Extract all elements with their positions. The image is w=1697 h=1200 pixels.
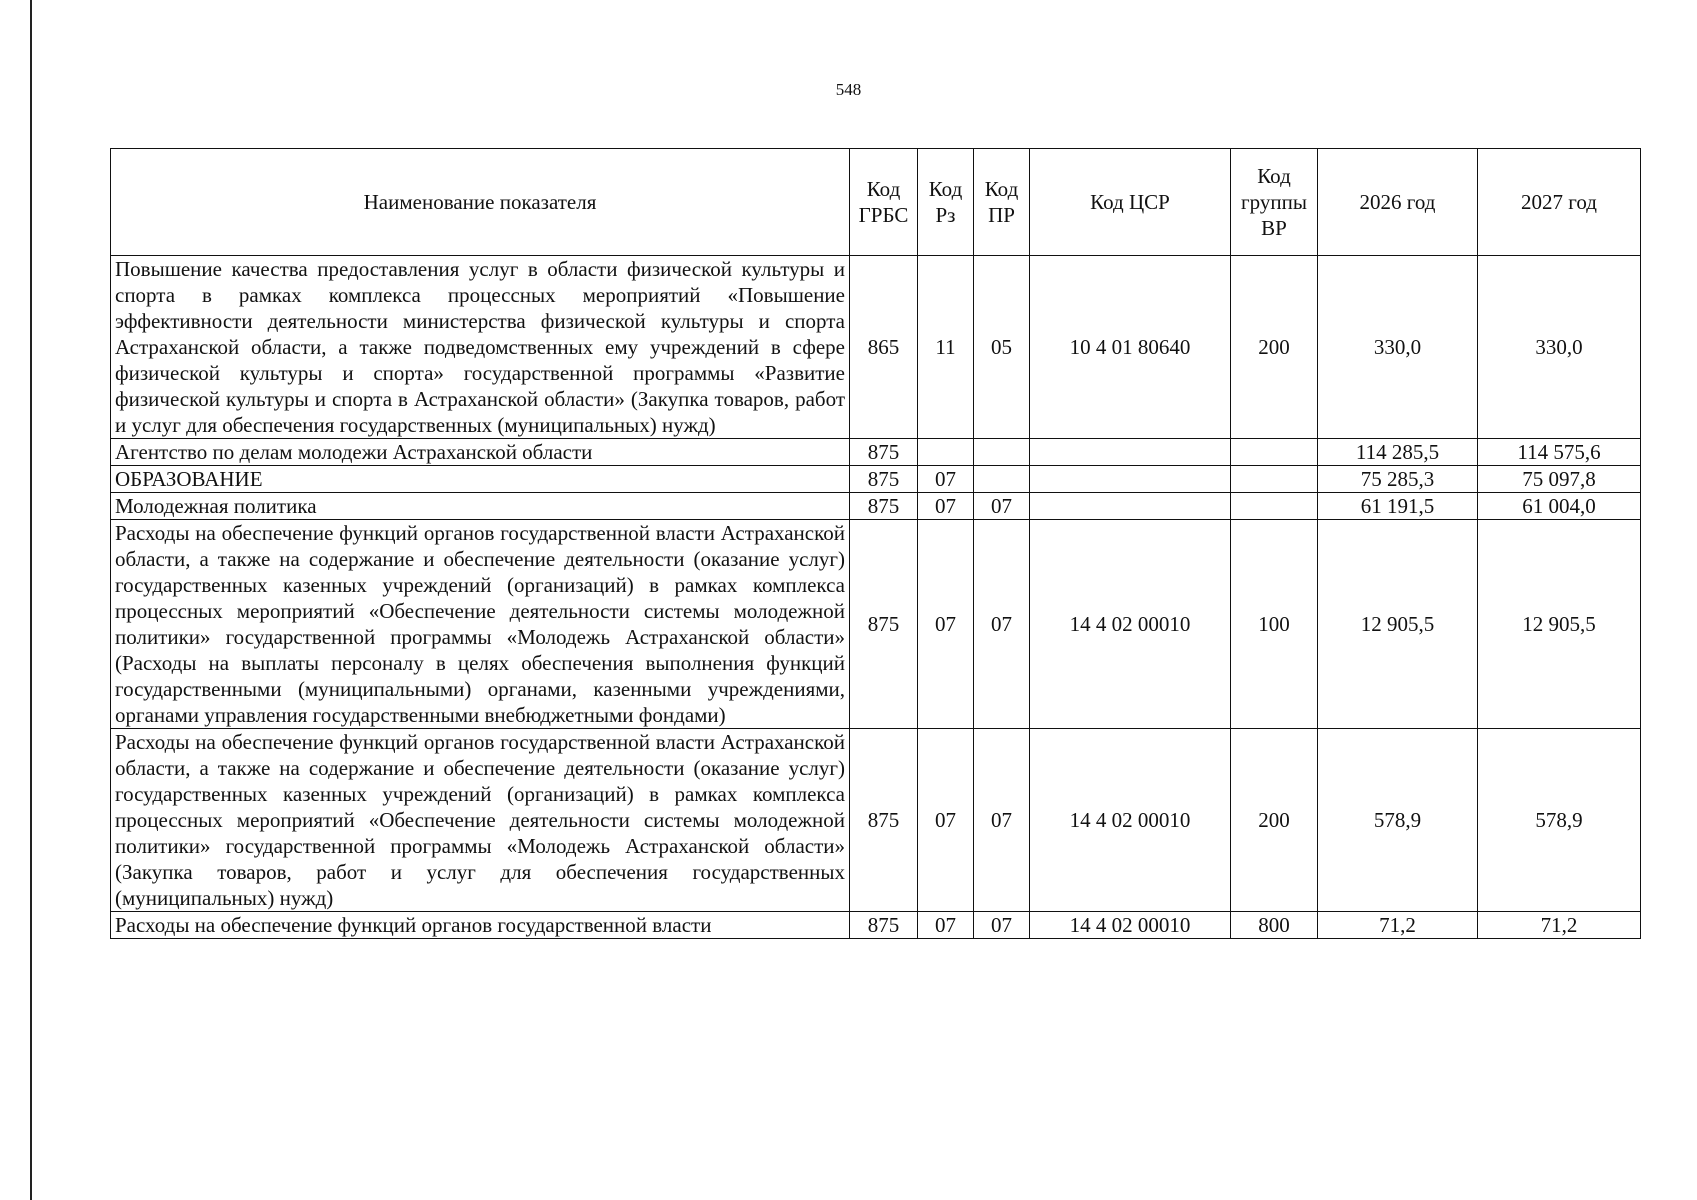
cell-grbs: 875 <box>850 729 918 912</box>
cell-name: Агентство по делам молодежи Астраханской области <box>111 439 850 466</box>
cell-csr <box>1030 439 1231 466</box>
cell-vr: 200 <box>1231 256 1318 439</box>
cell-rz <box>918 439 974 466</box>
page-binding-line <box>30 0 32 1200</box>
cell-pr <box>974 466 1030 493</box>
cell-pr: 07 <box>974 520 1030 729</box>
cell-name: ОБРАЗОВАНИЕ <box>111 466 850 493</box>
cell-pr <box>974 439 1030 466</box>
cell-grbs: 875 <box>850 520 918 729</box>
cell-2027: 114 575,6 <box>1478 439 1641 466</box>
cell-grbs: 875 <box>850 466 918 493</box>
cell-rz: 07 <box>918 912 974 939</box>
header-name: Наименование показателя <box>111 149 850 256</box>
cell-csr: 14 4 02 00010 <box>1030 520 1231 729</box>
cell-csr <box>1030 493 1231 520</box>
cell-2027: 61 004,0 <box>1478 493 1641 520</box>
cell-rz: 07 <box>918 466 974 493</box>
cell-name: Повышение качества предоставления услуг в области физической культуры и спорта в рамках комплекса процессных мероприятий «Повышение эффективности деятельности министерства физической культуры и спорта Астраханской области, а также подведомственных ему учреждений в сфере физической культуры и спорта» государственной программы «Развитие физической культуры и спорта в Астраханской области» (Закупка товаров, работ и услуг для обеспечения государственных (муниципальных) нужд) <box>111 256 850 439</box>
cell-2026: 75 285,3 <box>1318 466 1478 493</box>
cell-vr: 800 <box>1231 912 1318 939</box>
cell-csr: 10 4 01 80640 <box>1030 256 1231 439</box>
cell-2026: 578,9 <box>1318 729 1478 912</box>
table-row <box>111 466 1641 493</box>
cell-rz: 07 <box>918 493 974 520</box>
cell-name: Расходы на обеспечение функций органов государственной власти Астраханской области, а также на содержание и обеспечение деятельности (оказание услуг) государственных казенных учреждений (организаций) в рамках комплекса процессных мероприятий «Обеспечение деятельности системы молодежной политики» государственной программы «Молодежь Астраханской области» (Закупка товаров, работ и услуг для обеспечения государственных (муниципальных) нужд) <box>111 729 850 912</box>
header-grbs: Код ГРБС <box>850 149 918 256</box>
table-row <box>111 439 1641 466</box>
cell-csr: 14 4 02 00010 <box>1030 729 1231 912</box>
cell-vr <box>1231 493 1318 520</box>
cell-name: Расходы на обеспечение функций органов государственной власти <box>111 912 850 939</box>
cell-vr: 100 <box>1231 520 1318 729</box>
cell-pr: 07 <box>974 493 1030 520</box>
cell-vr <box>1231 466 1318 493</box>
cell-grbs: 865 <box>850 256 918 439</box>
header-rz: Код Рз <box>918 149 974 256</box>
cell-pr: 07 <box>974 912 1030 939</box>
cell-2026: 114 285,5 <box>1318 439 1478 466</box>
cell-vr <box>1231 439 1318 466</box>
cell-csr: 14 4 02 00010 <box>1030 912 1231 939</box>
cell-grbs: 875 <box>850 912 918 939</box>
budget-table <box>110 148 1641 939</box>
cell-rz: 07 <box>918 729 974 912</box>
cell-csr <box>1030 466 1231 493</box>
cell-grbs: 875 <box>850 439 918 466</box>
cell-2027: 12 905,5 <box>1478 520 1641 729</box>
cell-2027: 578,9 <box>1478 729 1641 912</box>
cell-2026: 61 191,5 <box>1318 493 1478 520</box>
table-row <box>111 493 1641 520</box>
cell-grbs: 875 <box>850 493 918 520</box>
page-number: 548 <box>835 80 862 99</box>
header-2027: 2027 год <box>1478 149 1641 256</box>
table-row <box>111 520 1641 729</box>
cell-2026: 330,0 <box>1318 256 1478 439</box>
cell-vr: 200 <box>1231 729 1318 912</box>
header-vr: Код группы ВР <box>1231 149 1318 256</box>
cell-rz: 11 <box>918 256 974 439</box>
cell-rz: 07 <box>918 520 974 729</box>
header-csr: Код ЦСР <box>1030 149 1231 256</box>
cell-2026: 12 905,5 <box>1318 520 1478 729</box>
cell-pr: 07 <box>974 729 1030 912</box>
header-pr: Код ПР <box>974 149 1030 256</box>
cell-pr: 05 <box>974 256 1030 439</box>
table-row <box>111 912 1641 939</box>
cell-name: Расходы на обеспечение функций органов государственной власти Астраханской области, а также на содержание и обеспечение деятельности (оказание услуг) государственных казенных учреждений (организаций) в рамках комплекса процессных мероприятий «Обеспечение деятельности системы молодежной политики» государственной программы «Молодежь Астраханской области» (Расходы на выплаты персоналу в целях обеспечения выполнения функций государственными (муниципальными) органами, казенными учреждениями, органами управления государственными внебюджетными фондами) <box>111 520 850 729</box>
cell-2027: 330,0 <box>1478 256 1641 439</box>
cell-name: Молодежная политика <box>111 493 850 520</box>
table-header-row <box>111 149 1641 256</box>
cell-2027: 71,2 <box>1478 912 1641 939</box>
header-2026: 2026 год <box>1318 149 1478 256</box>
cell-2026: 71,2 <box>1318 912 1478 939</box>
cell-2027: 75 097,8 <box>1478 466 1641 493</box>
table-row <box>111 729 1641 912</box>
table-row <box>111 256 1641 439</box>
